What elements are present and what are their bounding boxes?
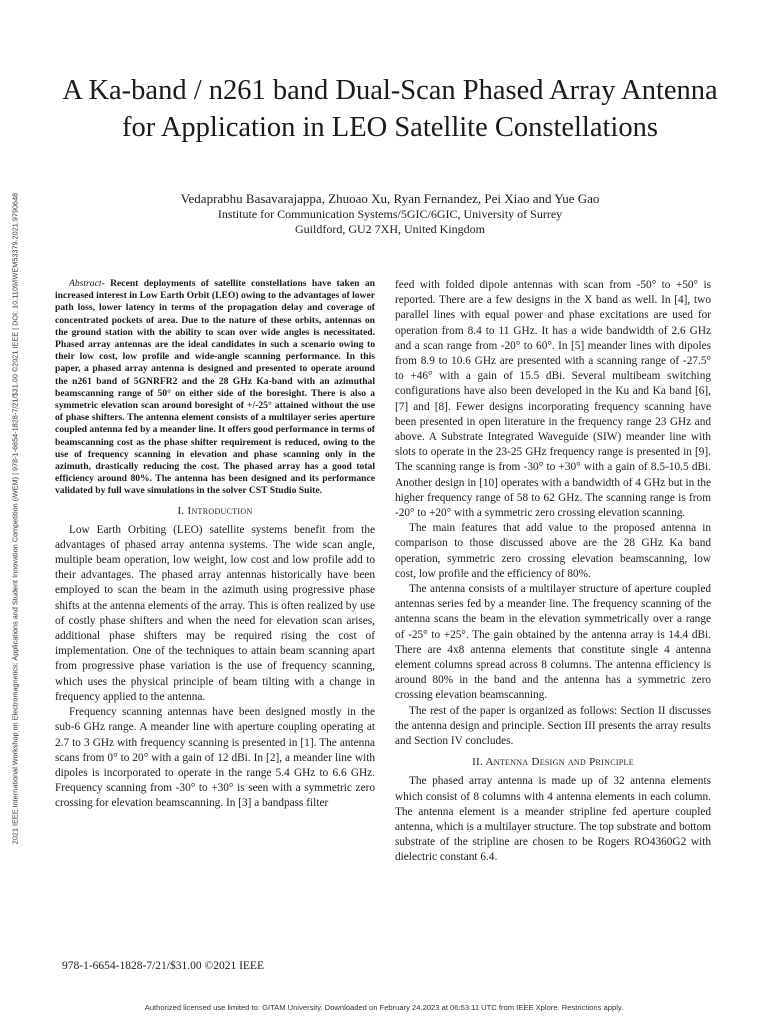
- affiliation-line-2: Guildford, GU2 7XH, United Kingdom: [295, 222, 485, 236]
- affiliation-line-1: Institute for Communication Systems/5GIC/6GIC, University of Surrey: [217, 207, 563, 221]
- doi-sidebar-text: 2021 IEEE International Workshop on Electromagnetics: Applications and Student Innovation Competition (iWEM) | 978-1-6654-1828-7/21/$31.00 ©2021 IEEE | DOI: 10.1109/iWEM53379.2021.9790648: [10, 192, 20, 845]
- author-list: Vedaprabhu Basavarajappa, Zhuoao Xu, Ryan Fernandez, Pei Xiao and Yue Gao: [180, 191, 600, 206]
- section-heading-antenna-design: II. Antenna Design and Principle: [472, 756, 634, 769]
- license-footer: Authorized licensed use limited to: GITAM University. Downloaded on February 24,2023 at 06:53:11 UTC from IEEE Xplore. Restrictions apply.: [144, 1003, 624, 1012]
- body-paragraph: Frequency scanning antennas have been designed mostly in the sub-6 GHz range. A meander line with aperture coupling operating at 2.7 to 3 GHz with frequency scanning is presented in [1]. The antenna scans from 0° to 20° with a gain of 12 dBi. In [2], a meander line with dipoles is incorporated to operate in the range 5.4 GHz to 6.6 GHz. Frequency scanning from -30° to +30° is seen with a symmetric zero crossing for elevation beamscanning. In [3] a bandpass filter: [55, 706, 375, 810]
- body-paragraph: The rest of the paper is organized as follows: Section II discusses the antenna design and principle. Section III presents the array results and Section IV concludes.: [395, 704, 711, 748]
- paper-title: A Ka-band / n261 band Dual-Scan Phased Array Antenna for Application in LEO Satellite Constellations: [62, 75, 718, 143]
- body-paragraph: feed with folded dipole antennas with scan from -50° to +50° is reported. There are a few designs in the X band as well. In [4], two parallel lines with equal power and phase excitations are used for operation from 8.4 to 11 GHz. It has a wide bandwidth of 2.6 GHz and a scan range from -20° to 60°. In [5] meander lines with dipoles from 8.9 to 10.6 GHz are presented with a scanning range of -27.5° to +46° with a gain of 15.5 dBi. Several multibeam switching configurations have also been developed in the Ku and Ka band [6], [7] and [8]. Fewer designs incorporating frequency scanning have been presented in open literature in the frequency range 23 GHz and above. A Substrate Integrated Waveguide (SIW) meander line with slots to operate in the 23-25 GHz frequency range is presented in [9]. The scanning range is from -30° to +30° with a gain of 8.5-10.5 dBi. Another design in [10] operates with a bandwidth of 4 GHz but in the higher frequency range of 58 to 62 GHz. The scanning range is from -20° to +20° with a symmetric zero crossing elevation scanning.: [395, 279, 711, 520]
- right-column: [395, 278, 711, 866]
- left-column: [55, 278, 375, 812]
- body-paragraph: Low Earth Orbiting (LEO) satellite systems benefit from the advantages of phased array antenna systems. The wide scan angle, multiple beam operation, low weight, low cost and low profile add to their advantages. The phased array antennas historically have been employed to scan the beam in the azimuth using progressive phase shifts at the antenna elements of the array. This is often realized by use of costly phase shifters and when the need for elevation scan arises, additional phase shifters may be required rising the cost of implementation. One of the techniques to attain beam scanning apart from progressive phase variation is the use of frequency scanning, which uses the physical principle of beam tilting with a change in frequency applied to the antenna.: [55, 523, 375, 703]
- copyright-footer: 978-1-6654-1828-7/21/$31.00 ©2021 IEEE: [62, 960, 264, 972]
- abstract-text: Recent deployments of satellite constellations have taken an increased interest in Low Earth Orbit (LEO) owing to the advantages of lower path loss, lower latency in terms of the propagation delay and coverage of concentrated pockets of area. Due to the nature of these orbits, antennas on the ground station with the ability to scan over wide angles is necessitated. Phased array antennas are the ideal candidates in such a scenario owing to their low cost, low profile and wide-angle scanning performance. In this paper, a phased array antenna is designed and presented to operate around the n261 band of 5GNRFR2 and the 28 GHz Ka-band with an azimuthal beamscanning range of 50° on either side of the boresight. There is also a symmetric elevation scan around boresight of +/-25° attained without the use of phase shifters. The antenna element consists of a multilayer series aperture coupled antenna fed by a meander line. It offers good performance in terms of beamscanning cost as the phase shifter requirement is reduced, owing to the use of frequency scanning in elevation and phase scanning only in the azimuth, drastically reducing the cost. The phased array has a good total efficiency around 80%. The antenna has been designed and its performance validated by full wave simulations in the solver CST Studio Suite.: [55, 278, 375, 497]
- body-paragraph: The main features that add value to the proposed antenna in comparison to those discussed above are the 28 GHz Ka band operation, symmetric zero crossing elevation beamscanning, low cost, low profile and the efficiency of 80%.: [395, 522, 711, 580]
- body-paragraph: The antenna consists of a multilayer structure of aperture coupled antennas series fed by a meander line. The frequency scanning of the antenna scans the beam in the elevation symmetrically over a range of -25° to +25°. The gain obtained by the antenna array is 14.4 dBi. There are 4x8 antenna elements that constitute single 4 antenna element columns spread across 8 columns. The antenna efficiency is around 80% in the band and the antenna has a symmetric zero crossing elevation beamscanning.: [395, 583, 711, 702]
- abstract: [55, 278, 375, 498]
- abstract-label: Abstract-: [69, 278, 105, 289]
- doi-sidebar: [7, 78, 23, 966]
- body-paragraph: The phased array antenna is made up of 32 antenna elements which consist of 8 columns with 4 antenna elements in each column. The antenna element is a meander stripline fed aperture coupled antenna, which is a multilayer structure. The top substrate and bottom substrate of the stripline are chosen to be Rogers RO4360G2 with dielectric constant 6.4.: [395, 775, 711, 864]
- section-heading-introduction: I. Introduction: [177, 504, 253, 517]
